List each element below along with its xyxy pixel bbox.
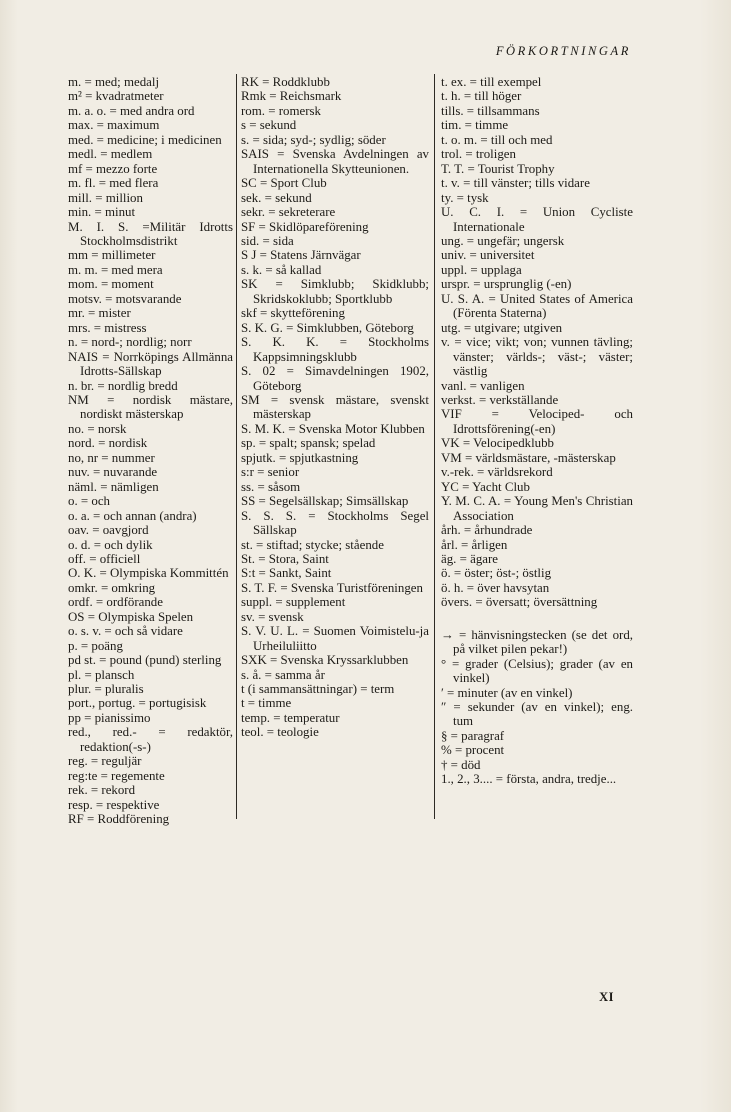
abbreviation-entry: port., portug. = portugisisk xyxy=(68,696,207,711)
abbreviation-entry: t. v. = till vänster; tills vidare xyxy=(441,176,590,191)
abbreviation-entry: St. = Stora, Saint xyxy=(241,551,329,566)
symbol-entry: % = procent xyxy=(441,743,505,758)
abbreviation-entry: SXK = Svenska Kryssarklubben xyxy=(241,653,409,668)
abbreviation-entry: sid. = sida xyxy=(241,233,294,248)
abbreviation-entry: uppl. = upplaga xyxy=(441,262,522,277)
abbreviation-entry: n. = nord-; nordlig; norr xyxy=(68,335,192,350)
abbreviation-entry: trol. = troligen xyxy=(441,147,516,162)
abbreviation-entry: VM = världsmästare, -mästerskap xyxy=(441,450,616,465)
abbreviation-entry: univ. = universitet xyxy=(441,248,535,263)
page-number: XI xyxy=(599,990,614,1004)
abbreviation-entry: SF = Skidlöpareförening xyxy=(241,219,369,234)
abbreviation-entry: s:r = senior xyxy=(241,465,300,480)
abbreviation-entry: p. = poäng xyxy=(68,638,123,653)
abbreviation-entry: SK = Simklubb; Skidklubb; Skridskoklubb; Sportklubb xyxy=(241,277,429,306)
abbreviation-entry: nord. = nordisk xyxy=(68,436,148,451)
abbreviation-entry: v.-rek. = världsrekord xyxy=(441,465,553,480)
abbreviation-entry: mr. = mister xyxy=(68,306,131,321)
abbreviation-entry: RF = Roddförening xyxy=(68,812,170,827)
abbreviation-entry: no, nr = nummer xyxy=(68,450,155,465)
abbreviation-entry: Rmk = Reichsmark xyxy=(241,89,342,104)
abbreviation-entry: o. d. = och dylik xyxy=(68,537,153,552)
abbreviation-entry: S. K. G. = Simklubben, Göteborg xyxy=(241,320,414,335)
abbreviation-entry: skf = skytteförening xyxy=(241,306,345,321)
column-rule-1 xyxy=(236,74,237,819)
abbreviation-entry: tills. = tillsammans xyxy=(441,103,540,118)
abbreviation-entry: U. C. I. = Union Cycliste Internationale xyxy=(441,205,633,234)
abbreviation-entry: spjutk. = spjutkastning xyxy=(241,450,359,465)
abbreviation-entry: Y. M. C. A. = Young Men's Christian Association xyxy=(441,494,633,523)
abbreviation-entry: mm = millimeter xyxy=(68,248,156,263)
abbreviation-entry: M. I. S. =Militär Idrotts Stockholmsdistrikt xyxy=(68,219,233,248)
abbreviation-entry: rom. = romersk xyxy=(241,103,321,118)
abbreviation-entry: mf = mezzo forte xyxy=(68,161,158,176)
abbreviation-entry: OS = Olympiska Spelen xyxy=(68,609,194,624)
section-gap xyxy=(441,610,633,628)
abbreviation-entry: pp = pianissimo xyxy=(68,710,151,725)
abbreviation-entry: max. = maximum xyxy=(68,118,160,133)
abbreviation-entry: st. = stiftad; stycke; stående xyxy=(241,537,384,552)
abbreviation-entry: s. k. = så kallad xyxy=(241,262,322,277)
abbreviation-entry: SC = Sport Club xyxy=(241,176,327,191)
abbreviation-column-2 xyxy=(241,75,429,740)
abbreviation-entry: t. o. m. = till och med xyxy=(441,132,553,147)
abbreviation-entry: ordf. = ordförande xyxy=(68,595,163,610)
abbreviation-entry: U. S. A. = United States of America (Förenta Staterna) xyxy=(441,291,633,321)
symbol-entry: † = död xyxy=(441,757,481,772)
abbreviation-entry: mom. = moment xyxy=(68,277,154,292)
abbreviation-entry: årh. = århundrade xyxy=(441,523,533,538)
abbreviation-entry: m. fl. = med flera xyxy=(68,176,159,191)
abbreviation-entry: sv. = svensk xyxy=(241,609,304,624)
symbol-entry: ° = grader (Celsius); grader (av en vinkel) xyxy=(441,656,633,686)
column-3-entries xyxy=(441,75,633,610)
abbreviation-entry: m. = med; medalj xyxy=(68,75,160,89)
abbreviation-entry: S J = Statens Järnvägar xyxy=(241,248,361,263)
abbreviation-entry: suppl. = supplement xyxy=(241,595,346,610)
abbreviation-entry: SM = svensk mästare, svenskt mästerskap xyxy=(241,392,429,422)
abbreviation-entry: vanl. = vanligen xyxy=(441,378,525,393)
abbreviation-entry: reg. = reguljär xyxy=(68,754,142,769)
abbreviation-entry: mrs. = mistress xyxy=(68,320,147,335)
abbreviation-entry: övers. = översatt; översättning xyxy=(441,595,598,610)
abbreviation-entry: o. = och xyxy=(68,494,110,509)
abbreviation-entry: s. å. = samma år xyxy=(241,667,325,682)
abbreviation-entry: nuv. = nuvarande xyxy=(68,465,158,480)
abbreviation-entry: ö. h. = över havsytan xyxy=(441,580,550,595)
symbol-entry: → = hänvisningstecken (se det ord, på vilket pilen pekar!) xyxy=(441,627,633,657)
abbreviation-entry: näml. = nämligen xyxy=(68,479,159,494)
abbreviation-entry: sekr. = sekreterare xyxy=(241,205,336,220)
abbreviation-entry: S. 02 = Simavdelningen 1902, Göteborg xyxy=(241,364,429,393)
abbreviation-entry: S:t = Sankt, Saint xyxy=(241,566,332,581)
abbreviation-entry: S. V. U. L. = Suomen Voimistelu-ja Urheiluliitto xyxy=(241,624,429,653)
abbreviation-column-1 xyxy=(68,75,233,827)
abbreviation-entry: SS = Segelsällskap; Simsällskap xyxy=(241,494,409,509)
abbreviation-entry: O. K. = Olympiska Kommittén xyxy=(68,566,229,581)
abbreviation-entry: med. = medicine; i medicinen xyxy=(68,132,222,147)
symbol-list xyxy=(441,628,633,787)
abbreviation-entry: YC = Yacht Club xyxy=(441,479,530,494)
abbreviation-entry: resp. = respektive xyxy=(68,797,160,812)
symbol-entry: ″ = sekunder (av en vinkel); eng. tum xyxy=(441,700,633,729)
abbreviation-entry: äg. = ägare xyxy=(441,551,499,566)
abbreviation-entry: sp. = spalt; spansk; spelad xyxy=(241,436,376,451)
running-header: FÖRKORTNINGAR xyxy=(495,44,631,58)
abbreviation-entry: pl. = plansch xyxy=(68,667,135,682)
abbreviation-entry: mill. = million xyxy=(68,190,143,205)
symbol-entry: 1., 2., 3.... = första, andra, tredje... xyxy=(441,772,617,787)
abbreviation-entry: S. M. K. = Svenska Motor Klubben xyxy=(241,421,425,436)
abbreviation-entry: t (i sammansättningar) = term xyxy=(241,682,395,697)
abbreviation-entry: m. a. o. = med andra ord xyxy=(68,103,195,118)
abbreviation-entry: min. = minut xyxy=(68,205,136,220)
abbreviation-entry: t. ex. = till exempel xyxy=(441,75,542,89)
abbreviation-entry: no. = norsk xyxy=(68,421,127,436)
abbreviation-entry: utg. = utgivare; utgiven xyxy=(441,320,563,335)
abbreviation-entry: teol. = teologie xyxy=(241,725,319,740)
abbreviation-column-3 xyxy=(441,75,633,787)
abbreviation-entry: red., red.- = redaktör, redaktion(-s-) xyxy=(68,725,233,754)
abbreviation-entry: medl. = medlem xyxy=(68,147,153,162)
abbreviation-entry: NAIS = Norrköpings Allmänna Idrotts-Sällskap xyxy=(68,349,233,379)
abbreviation-entry: tim. = timme xyxy=(441,118,509,133)
abbreviation-entry: ö. = öster; öst-; östlig xyxy=(441,566,552,581)
abbreviation-entry: S. S. S. = Stockholms Segel Sällskap xyxy=(241,508,429,538)
abbreviation-entry: m² = kvadratmeter xyxy=(68,89,164,104)
symbol-entry: § = paragraf xyxy=(441,728,505,743)
abbreviation-entry: o. s. v. = och så vidare xyxy=(68,624,183,639)
abbreviation-entry: motsv. = motsvarande xyxy=(68,291,182,306)
abbreviation-entry: rek. = rekord xyxy=(68,783,136,798)
abbreviation-entry: temp. = temperatur xyxy=(241,710,340,725)
abbreviation-entry: m. m. = med mera xyxy=(68,262,163,277)
abbreviation-entry: NM = nordisk mästare, nordiskt mästerskap xyxy=(68,392,233,422)
abbreviation-entry: S. T. F. = Svenska Turistföreningen xyxy=(241,580,423,595)
abbreviation-entry: o. a. = och annan (andra) xyxy=(68,508,197,523)
abbreviation-entry: omkr. = omkring xyxy=(68,580,156,595)
abbreviation-entry: ss. = såsom xyxy=(241,479,301,494)
abbreviation-entry: verkst. = verkställande xyxy=(441,392,559,407)
abbreviation-entry: oav. = oavgjord xyxy=(68,523,149,538)
abbreviation-entry: VIF = Velociped- och Idrottsförening(-en) xyxy=(441,407,633,436)
abbreviation-entry: reg:te = regemente xyxy=(68,768,165,783)
abbreviation-entry: VK = Velocipedklubb xyxy=(441,436,555,451)
abbreviation-entry: plur. = pluralis xyxy=(68,682,144,697)
abbreviation-entry: s = sekund xyxy=(241,118,297,133)
abbreviation-entry: off. = officiell xyxy=(68,551,141,566)
abbreviation-entry: v. = vice; vikt; von; vunnen tävling; vänster; världs-; väst-; väster; västlig xyxy=(441,335,633,379)
abbreviation-entry: s. = sida; syd-; sydlig; söder xyxy=(241,132,386,147)
abbreviation-entry: sek. = sekund xyxy=(241,190,312,205)
abbreviation-entry: T. T. = Tourist Trophy xyxy=(441,161,555,176)
abbreviation-entry: SAIS = Svenska Avdelningen av Internationella Skytteunionen. xyxy=(241,147,429,176)
abbreviation-entry: ung. = ungefär; ungersk xyxy=(441,233,565,248)
abbreviation-entry: S. K. K. = Stockholms Kappsimningsklubb xyxy=(241,335,429,364)
abbreviation-entry: n. br. = nordlig bredd xyxy=(68,378,178,393)
abbreviation-entry: pd st. = pound (pund) sterling xyxy=(68,653,222,668)
abbreviation-entry: t. h. = till höger xyxy=(441,89,522,104)
abbreviation-entry: t = timme xyxy=(241,696,292,711)
column-rule-2 xyxy=(434,74,435,819)
abbreviation-entry: ty. = tysk xyxy=(441,190,489,205)
abbreviation-entry: årl. = årligen xyxy=(441,537,508,552)
symbol-entry: ′ = minuter (av en vinkel) xyxy=(441,685,573,700)
abbreviation-entry: RK = Roddklubb xyxy=(241,75,330,89)
abbreviation-entry: urspr. = ursprunglig (-en) xyxy=(441,277,572,292)
